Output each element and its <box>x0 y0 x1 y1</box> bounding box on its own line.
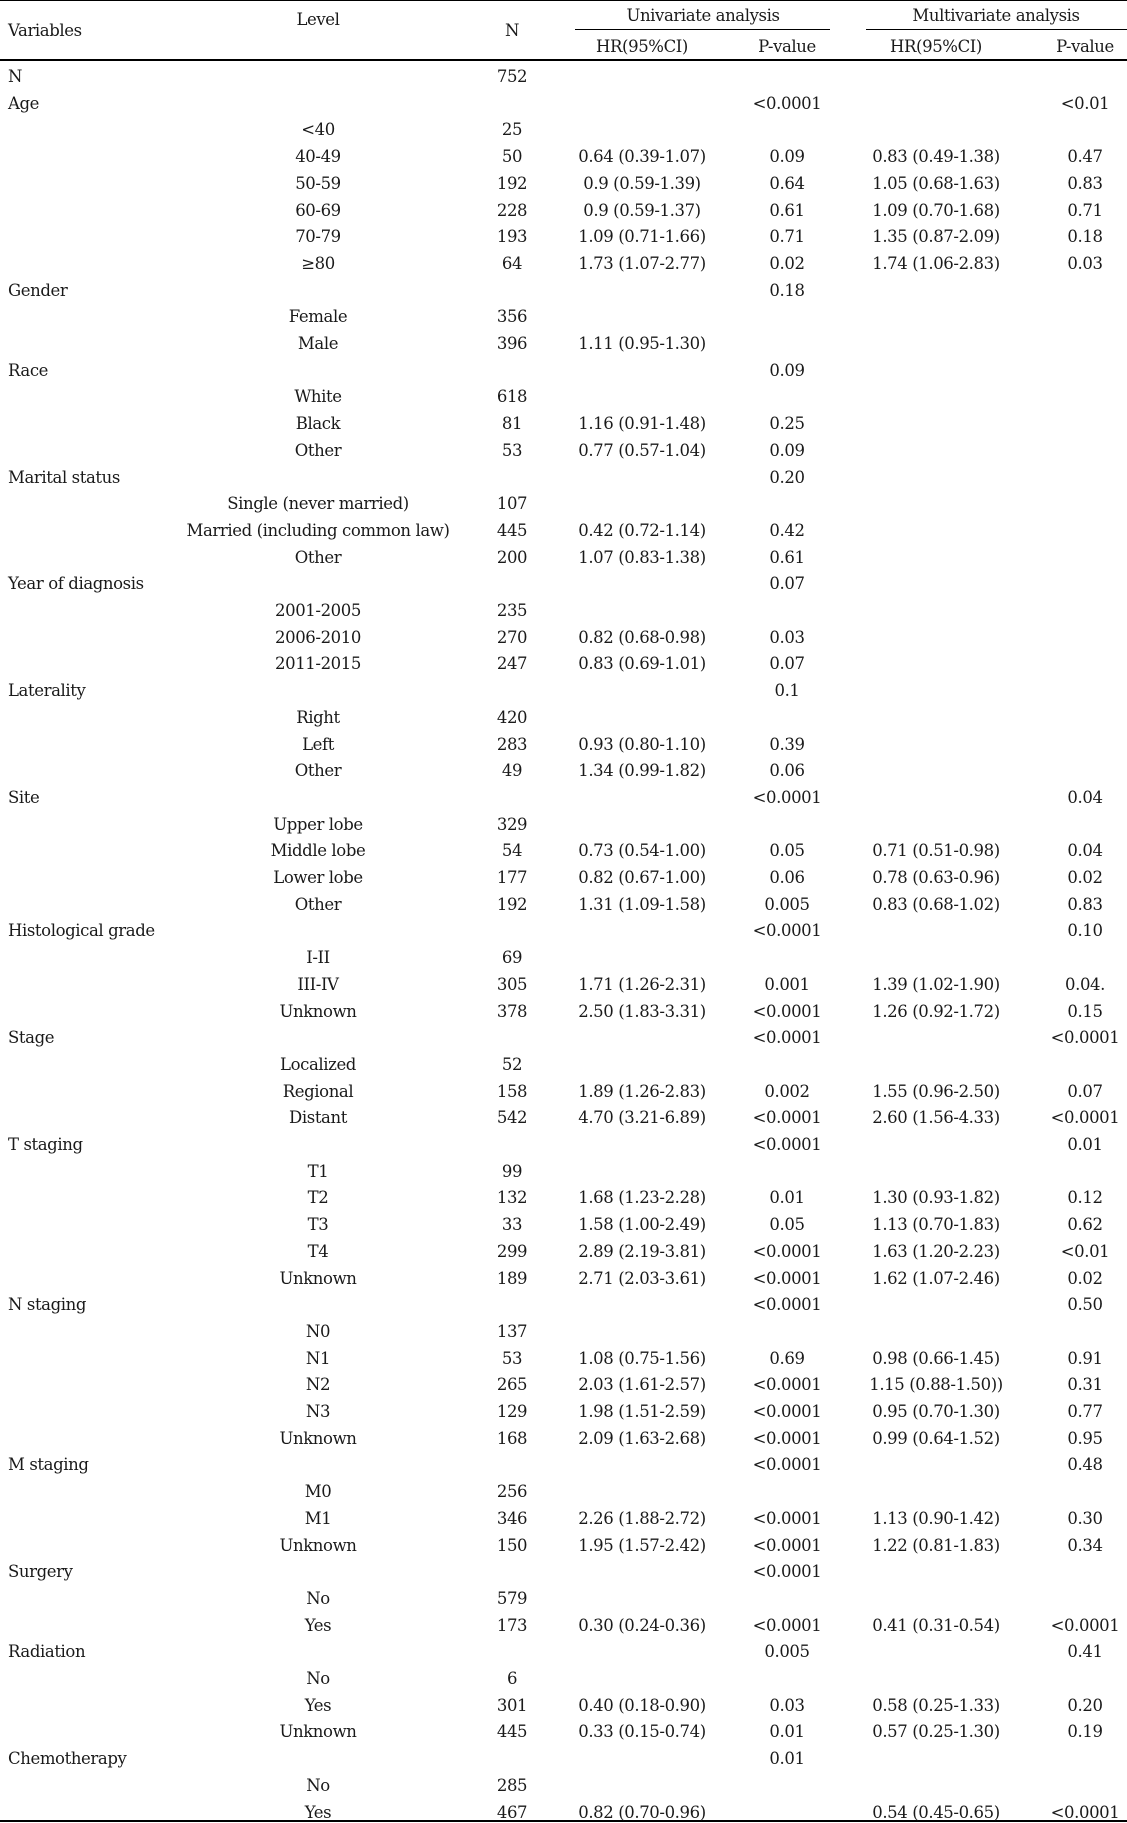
level-cell: Yes <box>304 1802 332 1822</box>
variable-cell: N staging <box>8 1295 87 1315</box>
uni-hr-cell: 0.30 (0.24-0.36) <box>578 1615 706 1635</box>
uni-hr-cell: 0.83 (0.69-1.01) <box>578 654 706 674</box>
level-cell: 70-79 <box>295 227 341 247</box>
table-top-rule <box>0 0 1127 1</box>
multi-p-cell: 0.71 <box>1067 200 1103 220</box>
multi-hr-cell: 1.63 (1.20-2.23) <box>872 1241 1000 1261</box>
level-cell: N0 <box>305 1321 331 1341</box>
level-cell: Black <box>295 414 341 434</box>
level-cell: III-IV <box>297 974 339 994</box>
variable-cell: Chemotherapy <box>8 1749 127 1769</box>
header-bottom-rule <box>0 59 1127 61</box>
level-cell: Unknown <box>279 1722 357 1742</box>
uni-p-cell: <0.0001 <box>752 1028 822 1048</box>
uni-p-cell: 0.01 <box>769 1188 805 1208</box>
uni-hr-cell: 0.33 (0.15-0.74) <box>578 1722 706 1742</box>
multi-hr-cell: 0.95 (0.70-1.30) <box>872 1402 1000 1421</box>
level-cell: T2 <box>307 1188 329 1208</box>
uni-hr-cell: 2.09 (1.63-2.68) <box>578 1428 706 1448</box>
n-cell: 752 <box>496 67 528 86</box>
uni-p-cell: 0.20 <box>769 467 805 487</box>
n-cell: 445 <box>496 520 528 540</box>
header-multi-hr: HR(95%CI) <box>890 37 982 56</box>
multi-p-cell: 0.01 <box>1067 1135 1103 1154</box>
multi-p-cell: <0.01 <box>1060 93 1110 113</box>
uni-p-cell: <0.0001 <box>752 1108 822 1128</box>
header-uni-hr: HR(95%CI) <box>596 37 688 56</box>
uni-p-cell: 0.07 <box>769 574 805 594</box>
level-cell: White <box>294 387 342 407</box>
multi-hr-cell: 0.78 (0.63-0.96) <box>872 868 1000 887</box>
n-cell: 53 <box>501 1348 523 1368</box>
level-cell: Distant <box>289 1108 347 1128</box>
multi-hr-cell: 1.15 (0.88-1.50)) <box>869 1375 1003 1395</box>
uni-p-cell: 0.07 <box>769 654 805 674</box>
uni-p-cell: <0.0001 <box>752 93 822 113</box>
n-cell: 150 <box>496 1535 528 1555</box>
level-cell: 50-59 <box>295 173 341 193</box>
n-cell: 396 <box>496 334 528 353</box>
variable-cell: Laterality <box>8 681 86 701</box>
level-cell: Unknown <box>279 1535 357 1555</box>
level-cell: Upper lobe <box>273 814 363 834</box>
multi-hr-cell: 1.39 (1.02-1.90) <box>872 974 1000 994</box>
level-cell: Yes <box>304 1695 332 1715</box>
n-cell: 235 <box>496 601 528 620</box>
uni-p-cell: <0.0001 <box>752 1428 822 1448</box>
uni-p-cell: 0.06 <box>769 868 805 887</box>
uni-hr-cell: 1.95 (1.57-2.42) <box>578 1535 706 1555</box>
uni-p-cell: 0.05 <box>769 841 805 861</box>
header-univariate: Univariate analysis <box>626 6 780 25</box>
uni-hr-cell: 1.98 (1.51-2.59) <box>578 1402 706 1421</box>
n-cell: 192 <box>496 173 528 193</box>
level-cell: T4 <box>307 1241 329 1261</box>
n-cell: 25 <box>501 120 523 140</box>
level-cell: No <box>306 1669 330 1688</box>
multi-hr-cell: 1.74 (1.06-2.83) <box>872 253 1000 273</box>
n-cell: 270 <box>496 627 528 647</box>
header-variables: Variables <box>8 21 82 40</box>
uni-p-cell: 0.05 <box>769 1215 805 1235</box>
n-cell: 467 <box>496 1802 528 1822</box>
n-cell: 33 <box>501 1215 523 1235</box>
multi-p-cell: 0.30 <box>1067 1508 1103 1528</box>
multi-p-cell: 0.04 <box>1067 841 1103 861</box>
variable-cell: Radiation <box>8 1642 86 1662</box>
level-cell: T1 <box>307 1161 329 1181</box>
uni-hr-cell: 0.93 (0.80-1.10) <box>578 734 706 754</box>
uni-p-cell: <0.0001 <box>752 1535 822 1555</box>
uni-hr-cell: 1.34 (0.99-1.82) <box>578 761 706 781</box>
level-cell: <40 <box>301 120 335 140</box>
header-n: N <box>504 21 520 40</box>
multi-hr-cell: 1.13 (0.70-1.83) <box>872 1215 1000 1235</box>
uni-p-cell: 0.001 <box>764 974 810 994</box>
multi-p-cell: 0.02 <box>1067 1268 1103 1288</box>
multi-hr-cell: 1.62 (1.07-2.46) <box>872 1268 1000 1288</box>
uni-p-cell: 0.25 <box>769 414 805 434</box>
uni-hr-cell: 1.09 (0.71-1.66) <box>578 227 706 247</box>
uni-hr-cell: 1.08 (0.75-1.56) <box>578 1348 706 1368</box>
variable-cell: Gender <box>8 280 68 300</box>
variable-cell: Surgery <box>8 1562 73 1582</box>
level-cell: Middle lobe <box>270 841 366 861</box>
level-cell: 2001-2005 <box>275 601 361 620</box>
n-cell: 64 <box>501 253 523 273</box>
uni-p-cell: <0.0001 <box>752 1375 822 1395</box>
level-cell: 40-49 <box>295 147 341 167</box>
uni-p-cell: 0.18 <box>769 280 805 300</box>
multi-hr-cell: 1.30 (0.93-1.82) <box>872 1188 1000 1208</box>
multi-p-cell: 0.07 <box>1067 1081 1103 1101</box>
uni-hr-cell: 0.40 (0.18-0.90) <box>578 1695 706 1715</box>
level-cell: Unknown <box>279 1428 357 1448</box>
level-cell: Other <box>294 761 342 781</box>
n-cell: 542 <box>496 1108 528 1128</box>
multi-hr-cell: 1.22 (0.81-1.83) <box>872 1535 1000 1555</box>
n-cell: 132 <box>496 1188 528 1208</box>
uni-hr-cell: 1.71 (1.26-2.31) <box>578 974 706 994</box>
level-cell: 2006-2010 <box>275 627 361 647</box>
multi-p-cell: 0.77 <box>1067 1402 1103 1421</box>
n-cell: 299 <box>496 1241 528 1261</box>
n-cell: 256 <box>496 1482 528 1502</box>
multi-p-cell: 0.04. <box>1065 974 1105 994</box>
uni-hr-cell: 2.03 (1.61-2.57) <box>578 1375 706 1395</box>
header-uni-p: P-value <box>758 37 816 56</box>
n-cell: 177 <box>496 868 528 887</box>
level-cell: ≥80 <box>301 253 335 273</box>
level-cell: Other <box>294 547 342 567</box>
n-cell: 445 <box>496 1722 528 1742</box>
level-cell: Male <box>297 334 339 353</box>
n-cell: 618 <box>496 387 528 407</box>
uni-hr-cell: 0.82 (0.68-0.98) <box>578 627 706 647</box>
level-cell: Right <box>296 707 340 727</box>
level-cell: 2011-2015 <box>275 654 361 674</box>
level-cell: Female <box>288 307 348 327</box>
n-cell: 193 <box>496 227 528 247</box>
uni-hr-cell: 4.70 (3.21-6.89) <box>578 1108 706 1128</box>
level-cell: Married (including common law) <box>186 520 450 540</box>
uni-p-cell: 0.61 <box>769 200 805 220</box>
n-cell: 378 <box>496 1001 528 1021</box>
level-cell: Unknown <box>279 1001 357 1021</box>
multi-hr-cell: 1.09 (0.70-1.68) <box>872 200 1000 220</box>
uni-p-cell: <0.0001 <box>752 1241 822 1261</box>
multi-hr-cell: 1.13 (0.90-1.42) <box>872 1508 1000 1528</box>
uni-p-cell: 0.71 <box>769 227 805 247</box>
n-cell: 99 <box>501 1161 523 1181</box>
n-cell: 329 <box>496 814 528 834</box>
level-cell: No <box>306 1588 330 1608</box>
uni-p-cell: 0.61 <box>769 547 805 567</box>
multi-hr-cell: 0.58 (0.25-1.33) <box>872 1695 1000 1715</box>
multi-p-cell: <0.0001 <box>1050 1028 1120 1048</box>
multi-p-cell: <0.01 <box>1060 1241 1110 1261</box>
n-cell: 53 <box>501 440 523 460</box>
uni-hr-cell: 2.50 (1.83-3.31) <box>578 1001 706 1021</box>
level-cell: M0 <box>304 1482 332 1502</box>
uni-p-cell: 0.1 <box>774 681 800 701</box>
multi-hr-cell: 0.71 (0.51-0.98) <box>872 841 1000 861</box>
uni-hr-cell: 1.16 (0.91-1.48) <box>578 414 706 434</box>
multi-hr-cell: 0.83 (0.68-1.02) <box>872 894 1000 914</box>
multi-p-cell: 0.31 <box>1067 1375 1103 1395</box>
uni-hr-cell: 0.82 (0.67-1.00) <box>578 868 706 887</box>
uni-p-cell: 0.002 <box>764 1081 810 1101</box>
n-cell: 6 <box>506 1669 518 1688</box>
header-level: Level <box>296 10 340 29</box>
n-cell: 81 <box>501 414 523 434</box>
uni-p-cell: 0.64 <box>769 173 805 193</box>
n-cell: 69 <box>501 948 523 968</box>
uni-p-cell: 0.06 <box>769 761 805 781</box>
n-cell: 107 <box>496 494 528 514</box>
uni-p-cell: <0.0001 <box>752 1402 822 1421</box>
uni-p-cell: 0.69 <box>769 1348 805 1368</box>
uni-hr-cell: 0.82 (0.70-0.96) <box>578 1802 706 1822</box>
multi-p-cell: 0.34 <box>1067 1535 1103 1555</box>
level-cell: Localized <box>280 1054 356 1074</box>
multi-p-cell: 0.19 <box>1067 1722 1103 1742</box>
uni-hr-cell: 2.26 (1.88-2.72) <box>578 1508 706 1528</box>
variable-cell: Marital status <box>8 467 120 487</box>
level-cell: Regional <box>282 1081 354 1101</box>
multi-hr-cell: 0.54 (0.45-0.65) <box>872 1802 1000 1822</box>
uni-p-cell: <0.0001 <box>752 1455 822 1475</box>
level-cell: T3 <box>307 1215 329 1235</box>
multi-hr-cell: 0.98 (0.66-1.45) <box>872 1348 1000 1368</box>
multi-hr-cell: 2.60 (1.56-4.33) <box>872 1108 1000 1128</box>
multi-p-cell: 0.03 <box>1067 253 1103 273</box>
uni-p-cell: 0.02 <box>769 253 805 273</box>
multi-p-cell: <0.0001 <box>1050 1615 1120 1635</box>
variable-cell: M staging <box>8 1455 89 1475</box>
uni-p-cell: <0.0001 <box>752 1615 822 1635</box>
variable-cell: Year of diagnosis <box>8 574 144 594</box>
multi-p-cell: 0.48 <box>1067 1455 1103 1475</box>
uni-hr-cell: 1.11 (0.95-1.30) <box>578 334 706 353</box>
header-multi-p: P-value <box>1056 37 1114 56</box>
uni-hr-cell: 2.71 (2.03-3.61) <box>578 1268 706 1288</box>
uni-hr-cell: 1.89 (1.26-2.83) <box>578 1081 706 1101</box>
level-cell: Other <box>294 440 342 460</box>
uni-p-cell: 0.39 <box>769 734 805 754</box>
variable-cell: Site <box>8 787 40 807</box>
multi-p-cell: 0.50 <box>1067 1295 1103 1315</box>
uni-p-cell: 0.01 <box>769 1722 805 1742</box>
uni-hr-cell: 0.64 (0.39-1.07) <box>578 147 706 167</box>
n-cell: 158 <box>496 1081 528 1101</box>
n-cell: 356 <box>496 307 528 327</box>
header-multivariate: Multivariate analysis <box>912 6 1080 25</box>
multi-hr-cell: 1.35 (0.87-2.09) <box>872 227 1000 247</box>
variable-cell: Stage <box>8 1028 55 1048</box>
variable-cell: N <box>8 67 23 86</box>
uni-p-cell: 0.09 <box>769 440 805 460</box>
level-cell: Other <box>294 894 342 914</box>
multi-p-cell: 0.02 <box>1067 868 1103 887</box>
n-cell: 579 <box>496 1588 528 1608</box>
n-cell: 192 <box>496 894 528 914</box>
uni-p-cell: 0.09 <box>769 360 805 380</box>
variable-cell: Age <box>8 93 40 113</box>
level-cell: N3 <box>305 1402 331 1421</box>
multi-p-cell: 0.95 <box>1067 1428 1103 1448</box>
uni-hr-cell: 0.77 (0.57-1.04) <box>578 440 706 460</box>
multi-hr-cell: 1.26 (0.92-1.72) <box>872 1001 1000 1021</box>
uni-hr-cell: 1.73 (1.07-2.77) <box>578 253 706 273</box>
multi-hr-cell: 1.05 (0.68-1.63) <box>872 173 1000 193</box>
uni-hr-cell: 1.68 (1.23-2.28) <box>578 1188 706 1208</box>
multi-p-cell: 0.62 <box>1067 1215 1103 1235</box>
level-cell: No <box>306 1775 330 1795</box>
multi-p-cell: 0.83 <box>1067 894 1103 914</box>
uni-hr-cell: 1.58 (1.00-2.49) <box>578 1215 706 1235</box>
n-cell: 247 <box>496 654 528 674</box>
uni-p-cell: <0.0001 <box>752 921 822 941</box>
n-cell: 50 <box>501 147 523 167</box>
univariate-underline <box>575 29 830 30</box>
level-cell: Lower lobe <box>273 868 363 887</box>
uni-hr-cell: 0.73 (0.54-1.00) <box>578 841 706 861</box>
n-cell: 305 <box>496 974 528 994</box>
level-cell: Single (never married) <box>227 494 409 514</box>
n-cell: 301 <box>496 1695 528 1715</box>
uni-p-cell: <0.0001 <box>752 1268 822 1288</box>
multi-p-cell: 0.10 <box>1067 921 1103 941</box>
n-cell: 346 <box>496 1508 528 1528</box>
multi-p-cell: 0.47 <box>1067 147 1103 167</box>
level-cell: I-II <box>306 948 330 968</box>
uni-p-cell: 0.005 <box>764 894 810 914</box>
uni-hr-cell: 0.42 (0.72-1.14) <box>578 520 706 540</box>
n-cell: 265 <box>496 1375 528 1395</box>
level-cell: N1 <box>305 1348 331 1368</box>
level-cell: 60-69 <box>295 200 341 220</box>
n-cell: 200 <box>496 547 528 567</box>
variable-cell: Race <box>8 360 49 380</box>
variable-cell: T staging <box>8 1135 83 1154</box>
n-cell: 137 <box>496 1321 528 1341</box>
multivariate-underline <box>866 29 1127 30</box>
level-cell: N2 <box>305 1375 331 1395</box>
uni-hr-cell: 0.9 (0.59-1.39) <box>583 173 701 193</box>
level-cell: Left <box>302 734 334 754</box>
level-cell: M1 <box>304 1508 332 1528</box>
multi-p-cell: 0.12 <box>1067 1188 1103 1208</box>
multi-p-cell: <0.0001 <box>1050 1108 1120 1128</box>
n-cell: 52 <box>501 1054 523 1074</box>
uni-hr-cell: 2.89 (2.19-3.81) <box>578 1241 706 1261</box>
multi-p-cell: 0.04 <box>1067 787 1103 807</box>
uni-p-cell: <0.0001 <box>752 787 822 807</box>
n-cell: 168 <box>496 1428 528 1448</box>
n-cell: 173 <box>496 1615 528 1635</box>
uni-p-cell: 0.01 <box>769 1749 805 1769</box>
level-cell: Unknown <box>279 1268 357 1288</box>
uni-p-cell: <0.0001 <box>752 1001 822 1021</box>
n-cell: 189 <box>496 1268 528 1288</box>
level-cell: Yes <box>304 1615 332 1635</box>
n-cell: 129 <box>496 1402 528 1421</box>
n-cell: 54 <box>501 841 523 861</box>
multi-hr-cell: 0.57 (0.25-1.30) <box>872 1722 1000 1742</box>
uni-p-cell: 0.03 <box>769 1695 805 1715</box>
uni-p-cell: <0.0001 <box>752 1562 822 1582</box>
multi-hr-cell: 0.99 (0.64-1.52) <box>872 1428 1000 1448</box>
uni-p-cell: <0.0001 <box>752 1295 822 1315</box>
n-cell: 283 <box>496 734 528 754</box>
uni-p-cell: <0.0001 <box>752 1508 822 1528</box>
n-cell: 420 <box>496 707 528 727</box>
uni-p-cell: 0.42 <box>769 520 805 540</box>
multi-hr-cell: 0.83 (0.49-1.38) <box>872 147 1000 167</box>
uni-p-cell: 0.09 <box>769 147 805 167</box>
uni-p-cell: <0.0001 <box>752 1135 822 1154</box>
multi-p-cell: <0.0001 <box>1050 1802 1120 1822</box>
uni-p-cell: 0.005 <box>764 1642 810 1662</box>
multi-p-cell: 0.41 <box>1067 1642 1103 1662</box>
multi-p-cell: 0.91 <box>1067 1348 1103 1368</box>
uni-hr-cell: 0.9 (0.59-1.37) <box>583 200 701 220</box>
n-cell: 285 <box>496 1775 528 1795</box>
uni-hr-cell: 1.31 (1.09-1.58) <box>578 894 706 914</box>
multi-hr-cell: 0.41 (0.31-0.54) <box>872 1615 1000 1635</box>
n-cell: 49 <box>501 761 523 781</box>
variable-cell: Histological grade <box>8 921 155 941</box>
uni-hr-cell: 1.07 (0.83-1.38) <box>578 547 706 567</box>
multi-hr-cell: 1.55 (0.96-2.50) <box>872 1081 1000 1101</box>
multi-p-cell: 0.18 <box>1067 227 1103 247</box>
n-cell: 228 <box>496 200 528 220</box>
multi-p-cell: 0.83 <box>1067 173 1103 193</box>
multi-p-cell: 0.20 <box>1067 1695 1103 1715</box>
uni-p-cell: 0.03 <box>769 627 805 647</box>
multi-p-cell: 0.15 <box>1067 1001 1103 1021</box>
